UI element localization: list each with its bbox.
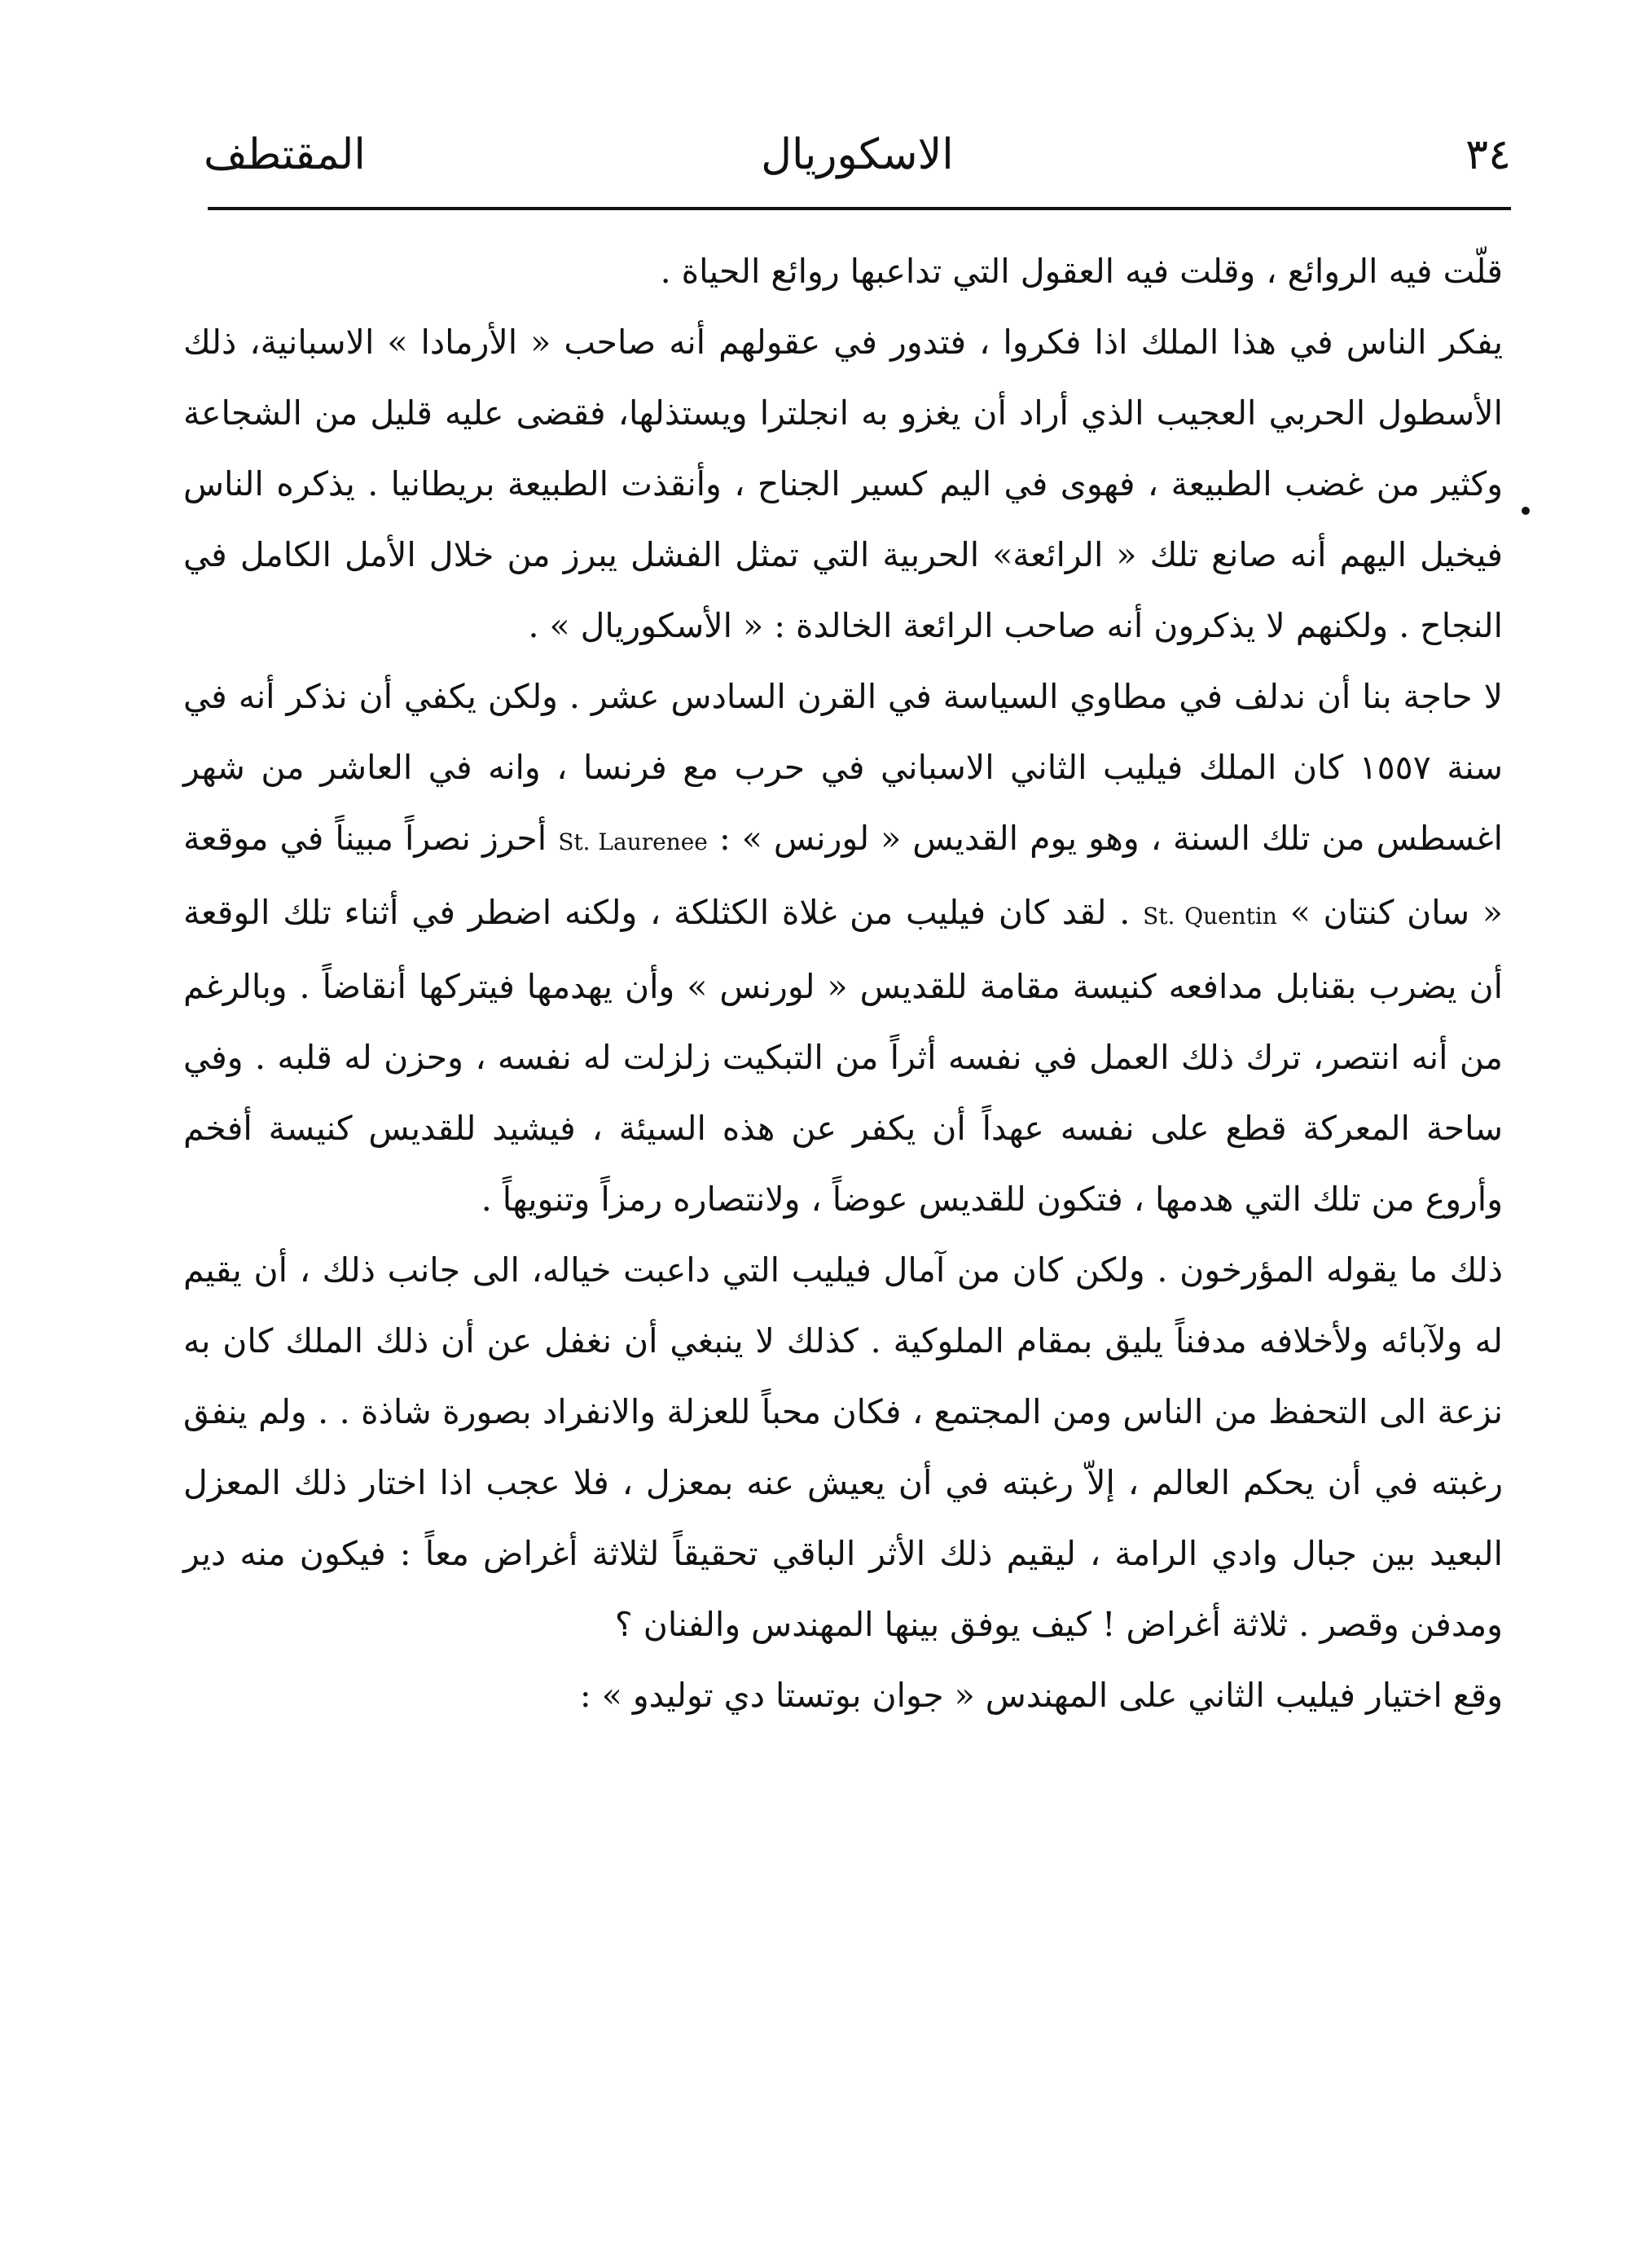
paragraph-3-part-3: . لقد كان فيليب من غلاة الكثلكة ، ولكنه اضطر في أثناء تلك الوقعة أن يضرب بقنابل مدافعه كنيسة مقامة للقديس « لورنس » وأن يهدمها فيتركها أنقاضاً . وبالرغم من أنه انتصر، ترك ذلك العمل في نفسه أثراً من التبكيت زلزلت له نفسه ، وحزن له قلبه . وفي ساحة المعركة قطع على نفسه عهداً أن يكفر عن هذه السيئة ، فيشيد للقديس كنيسة أفخم وأروع من تلك التي هدمها ، فتكون للقديس عوضاً ، ولانتصاره رمزاً وتنويهاً . <box>183 893 1503 1219</box>
paragraph-5: وقع اختيار فيليب الثاني على المهندس « جوان بوتستا دي توليدو » : <box>579 1676 1503 1715</box>
margin-dot <box>1522 507 1530 515</box>
latin-st-laurence: St. Laurenee <box>558 829 708 855</box>
paragraph-1: قلّت فيه الروائع ، وقلت فيه العقول التي تداعبها روائع الحياة . <box>660 252 1503 291</box>
header-rule <box>208 207 1511 210</box>
running-title: الاسكوريال <box>761 130 954 179</box>
article-body <box>183 236 1503 1731</box>
paragraph-4: ذلك ما يقوله المؤرخون . ولكن كان من آمال فيليب التي داعبت خياله، الى جانب ذلك ، أن يقيم له ولآبائه ولأخلافه مدفناً يليق بمقام الملوكية . كذلك لا ينبغي أن نغفل عن أن ذلك الملك كان به نزعة الى التحفظ من الناس ومن المجتمع ، فكان محباً للعزلة والانفراد بصورة شاذة . . ولم ينفق رغبته في أن يحكم العالم ، إلاّ رغبته في أن يعيش عنه بمعزل ، فلا عجب اذا اختار ذلك المعزل البعيد بين جبال وادي الرامة ، ليقيم ذلك الأثر الباقي تحقيقاً لثلاثة أغراض معاً : فيكون منه دير ومدفن وقصر . ثلاثة أغراض ! كيف يوفق بينها المهندس والفنان ؟ <box>183 1250 1503 1644</box>
journal-name: المقتطف <box>204 130 366 179</box>
latin-st-quentin: St. Quentin <box>1143 903 1277 930</box>
page-header <box>204 122 1511 196</box>
paragraph-2: يفكر الناس في هذا الملك اذا فكروا ، فتدور في عقولهم أنه صاحب « الأرمادا » الاسبانية، ذلك الأسطول الحربي العجيب الذي أراد أن يغزو به انجلترا ويستذلها، فقضى عليه قليل من الشجاعة وكثير من غضب الطبيعة ، فهوى في اليم كسير الجناح ، وأنقذت الطبيعة بريطانيا . يذكره الناس فيخيل اليهم أنه صانع تلك « الرائعة» الحربية التي تمثل الفشل يبرز من خلال الأمل الكامل في النجاح . ولكنهم لا يذكرون أنه صاحب الرائعة الخالدة : « الأسكوريال » . <box>183 323 1503 645</box>
paragraph-3-part-1: لا حاجة بنا أن ندلف في مطاوي السياسة في القرن السادس عشر . ولكن يكفي أن نذكر أنه في سنة ١٥٥٧ كان الملك فيليب الثاني الاسباني في حرب مع فرنسا ، وانه في العاشر من شهر اغسطس من تلك السنة ، وهو يوم القديس « لورنس » : <box>183 677 1503 858</box>
page-number: ٣٤ <box>1465 130 1511 179</box>
paragraph-3 <box>183 662 1503 1235</box>
paragraph-3-part-2: أحرز نصراً مبيناً في موقعة « سان كنتان » <box>183 819 1503 932</box>
